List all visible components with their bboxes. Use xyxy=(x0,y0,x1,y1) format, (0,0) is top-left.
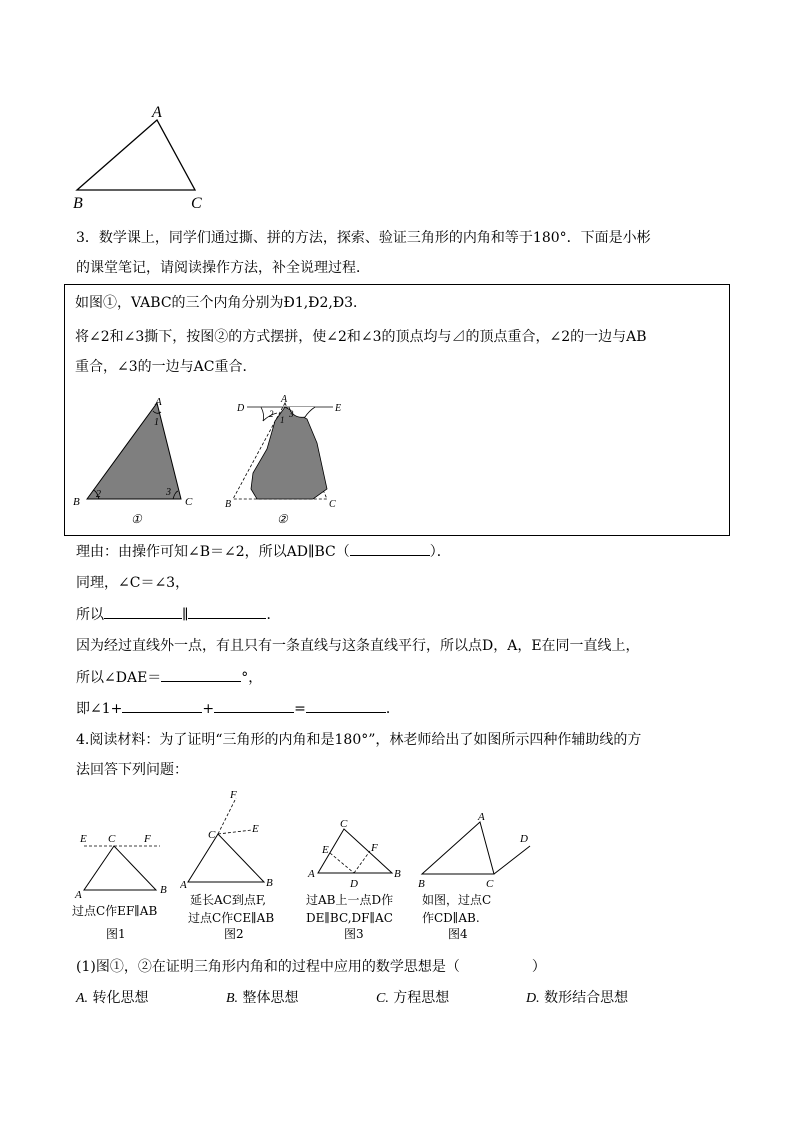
q4f4-label-a: A xyxy=(478,811,485,823)
fig1-label-3: 3 xyxy=(166,487,171,498)
answer-blank-3[interactable] xyxy=(188,604,266,619)
q3-note-box xyxy=(64,284,730,536)
top-triangle-figure xyxy=(60,100,220,215)
label-a: A xyxy=(152,104,162,121)
option-b[interactable]: B. 整体思想 xyxy=(226,990,299,1006)
q4f1-caption: 图1 xyxy=(106,927,126,941)
fig2-label-b: B xyxy=(225,499,232,510)
fig2-caption: ② xyxy=(277,512,288,526)
q4f3-label-c: C xyxy=(340,818,348,830)
q4f3-desc1: 过AB上一点D作 xyxy=(306,893,394,907)
q4f3-caption: 图3 xyxy=(344,927,364,941)
answer-blank-6[interactable] xyxy=(214,698,294,713)
q4f4-label-c: C xyxy=(486,878,494,890)
fig1-label-c: C xyxy=(185,496,193,508)
option-c[interactable]: C. 方程思想 xyxy=(376,990,450,1006)
option-d[interactable]: D. 数形结合思想 xyxy=(526,990,629,1006)
q4f4-desc1: 如图，过点C xyxy=(422,893,492,907)
q4f2-caption: 图2 xyxy=(224,927,244,941)
fig1-label-1: 1 xyxy=(154,417,159,428)
q4f1-desc1: 过点C作EF∥AB xyxy=(72,904,158,918)
q4-figure-1 xyxy=(70,820,180,900)
answer-blank-2[interactable] xyxy=(104,604,182,619)
q4f1-label-c: C xyxy=(108,833,116,845)
q4f3-label-e: E xyxy=(322,844,329,856)
figure-1-triangle xyxy=(69,393,209,533)
figure-2-triangle xyxy=(225,393,355,533)
q3-line1: 3．数学课上，同学们通过撕、拼的方法，探索、验证三角形的内角和等于180°．下面是小彬 xyxy=(76,230,651,246)
q4f2-desc1: 延长AC到点F, xyxy=(190,893,267,907)
fig1-label-2: 2 xyxy=(96,489,101,500)
reason-line2: 同理，∠C＝∠3， xyxy=(76,575,190,591)
q4f4-label-d: D xyxy=(520,833,528,845)
q4f1-label-b: B xyxy=(160,884,167,896)
q4-options xyxy=(76,988,628,1009)
q4f3-label-d: D xyxy=(350,878,358,890)
q4f4-label-b: B xyxy=(418,878,425,890)
q4f4-desc2: 作CD∥AB. xyxy=(422,911,480,925)
fig2-label-e: E xyxy=(335,403,342,414)
reason-line3: 所以 ∥ ． xyxy=(76,604,280,625)
q4f3-label-f: F xyxy=(371,842,378,854)
q4f2-desc2: 过点C作CE∥AB xyxy=(188,911,275,925)
q4f1-label-f: F xyxy=(144,833,151,845)
q4-sub1: (1)图①，②在证明三角形内角和的过程中应用的数学思想是（ ） xyxy=(76,959,546,975)
fig2-label-2: 2 xyxy=(269,409,274,419)
answer-blank-4[interactable] xyxy=(161,667,241,682)
q4-figure-3 xyxy=(300,815,410,895)
fig2-label-c: C xyxy=(329,499,336,510)
q4f1-label-e: E xyxy=(80,833,87,845)
label-b: B xyxy=(73,195,83,212)
answer-blank-5[interactable] xyxy=(122,698,202,713)
fig2-label-d: D xyxy=(237,403,245,414)
reason-line6: 即∠1+ + = ． xyxy=(76,698,400,719)
q4f3-label-b: B xyxy=(394,868,401,880)
q4-line1: 4.阅读材料：为了证明“三角形的内角和是180°”，林老师给出了如图所示四种作辅助线的方 xyxy=(76,732,642,748)
fig1-caption: ① xyxy=(131,512,142,526)
q4f1-label-a: A xyxy=(75,889,82,900)
q4f3-label-a: A xyxy=(308,868,315,880)
label-c: C xyxy=(191,195,202,212)
box-line1: 如图①，VABC的三个内角分别为Ð1,Ð2,Ð3． xyxy=(75,295,368,311)
fig2-label-a: A xyxy=(281,394,288,405)
reason-line1: 理由：由操作可知∠B＝∠2，所以AD∥BC（ ）． xyxy=(76,541,451,562)
reason-line4: 因为经过直线外一点，有且只有一条直线与这条直线平行，所以点D，A，E在同一直线上， xyxy=(76,638,640,654)
answer-blank-1[interactable] xyxy=(350,541,430,556)
fig2-label-3: 3 xyxy=(289,409,294,419)
answer-blank-7[interactable] xyxy=(306,698,386,713)
option-a[interactable]: A. 转化思想 xyxy=(76,990,149,1006)
q4f2-label-f: F xyxy=(230,789,237,801)
box-line2: 将∠2和∠3撕下，按图②的方式摆拼，使∠2和∠3的顶点均与⊿的顶点重合，∠2的一边与AB xyxy=(75,329,647,345)
q3-line2: 的课堂笔记，请阅读操作方法，补全说理过程． xyxy=(76,260,370,276)
box-line3: 重合，∠3的一边与AC重合． xyxy=(75,359,257,375)
reason-line5: 所以∠DAE＝ °， xyxy=(76,667,262,688)
fig1-label-a: A xyxy=(155,396,162,408)
q4f4-caption: 图4 xyxy=(448,927,468,941)
q4f2-label-e: E xyxy=(252,823,259,835)
q4f2-label-c: C xyxy=(208,829,216,841)
q4f2-label-a: A xyxy=(180,879,187,891)
q4-line2: 法回答下列问题： xyxy=(76,762,188,778)
q4-figure-4 xyxy=(410,808,540,893)
q4f3-desc2: DE∥BC,DF∥AC xyxy=(306,911,393,925)
fig1-label-b: B xyxy=(73,496,80,508)
fig2-label-1: 1 xyxy=(280,415,285,425)
q4f2-label-b: B xyxy=(266,877,273,889)
q4-figure-2 xyxy=(180,788,290,898)
